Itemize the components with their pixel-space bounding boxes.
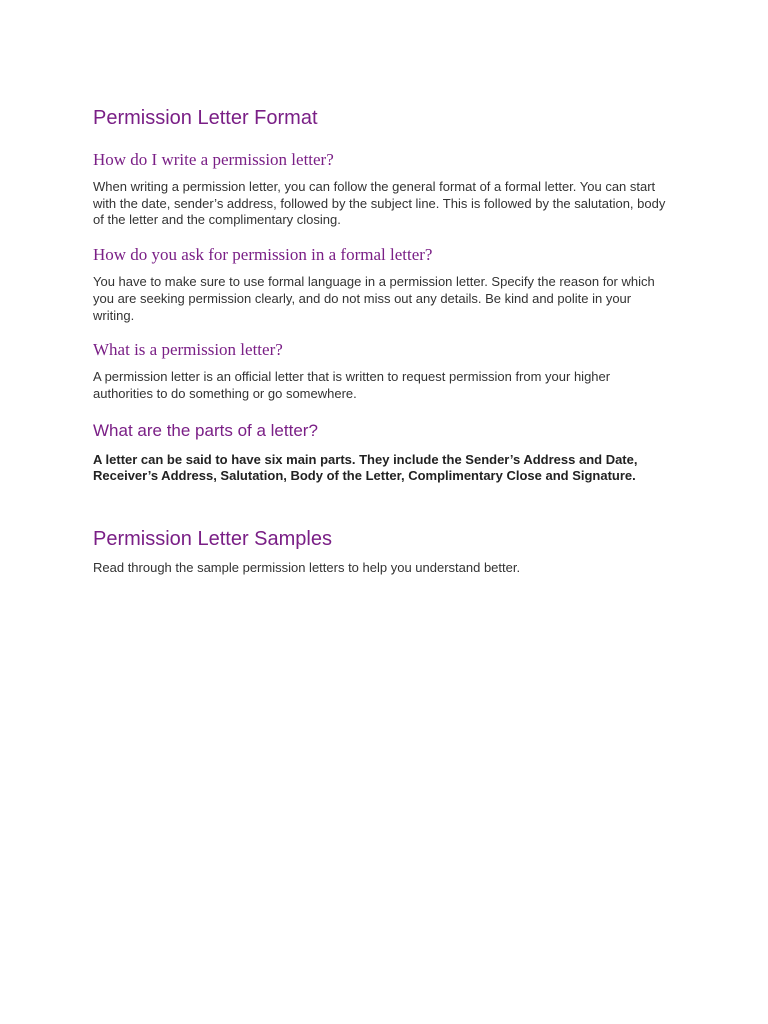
document-content <box>93 104 673 577</box>
section-heading-ask: How do you ask for permission in a formal letter? <box>93 245 433 265</box>
section-heading-parts: What are the parts of a letter? <box>93 420 318 440</box>
samples-heading: Permission Letter Samples <box>93 528 332 551</box>
section-body-write: When writing a permission letter, you can follow the general format of a formal letter. You can start with the date, sender’s address, followed by the subject line. This is followed by the salutation, body of the letter and the complimentary closing. <box>93 179 666 228</box>
samples-intro: Read through the sample permission letters to help you understand better. <box>93 560 521 576</box>
section-body-parts: A letter can be said to have six main parts. They include the Sender’s Address and Date, Receiver’s Address, Salutation, Body of the Letter, Complimentary Close and Signature. <box>93 451 638 484</box>
section-body-ask: You have to make sure to use formal language in a permission letter. Specify the reason for which you are seeking permission clearly, and do not miss out any details. Be kind and polite in your writing. <box>93 274 655 323</box>
section-heading-write: How do I write a permission letter? <box>93 150 334 169</box>
section-body-what-is: A permission letter is an official letter that is written to request permission from your higher authorities to do something or go somewhere. <box>93 369 611 401</box>
page-title: Permission Letter Format <box>93 107 318 129</box>
section-heading-what-is: What is a permission letter? <box>93 340 283 360</box>
